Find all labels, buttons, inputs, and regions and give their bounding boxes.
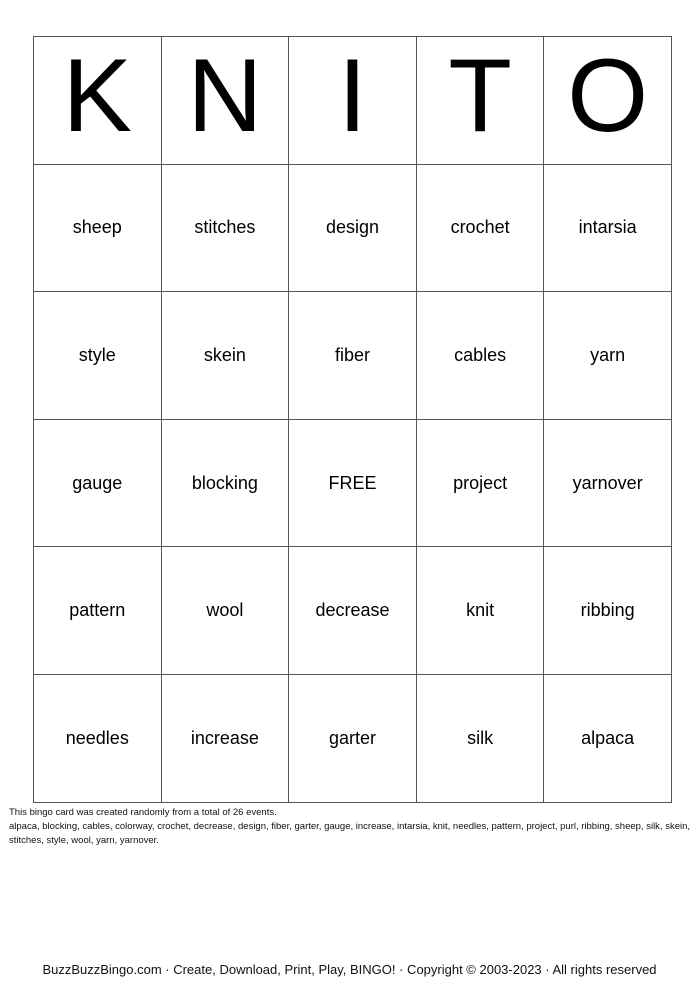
card-row (34, 674, 672, 802)
header-row (34, 37, 672, 165)
header-letter-text: I (338, 38, 367, 155)
header-letter-text: O (567, 38, 649, 155)
bingo-cell: needles (34, 674, 162, 802)
card-row (34, 292, 672, 420)
bingo-cell: knit (416, 547, 544, 675)
bingo-cell: ribbing (544, 547, 672, 675)
card-info (9, 806, 691, 848)
bingo-cell: blocking (161, 419, 289, 547)
bingo-cell: stitches (161, 164, 289, 292)
card-row (34, 164, 672, 292)
header-letter-text: K (62, 38, 132, 155)
bingo-cell: yarnover (544, 419, 672, 547)
bingo-cell: silk (416, 674, 544, 802)
bingo-cell: wool (161, 547, 289, 675)
bingo-cell: pattern (34, 547, 162, 675)
card-row (34, 547, 672, 675)
bingo-cell: decrease (289, 547, 417, 675)
bingo-cell: skein (161, 292, 289, 420)
bingo-cell: yarn (544, 292, 672, 420)
bingo-cell: intarsia (544, 164, 672, 292)
free-space-cell: FREE (289, 419, 417, 547)
bingo-cell: alpaca (544, 674, 672, 802)
card-summary: This bingo card was created randomly from a total of 26 events. (9, 807, 277, 818)
bingo-cell: increase (161, 674, 289, 802)
header-letter-text: T (448, 38, 512, 155)
bingo-cell: cables (416, 292, 544, 420)
bingo-cell: style (34, 292, 162, 420)
bingo-cell: project (416, 419, 544, 547)
header-letter (416, 37, 544, 165)
bingo-card (33, 36, 672, 803)
footer-copyright: BuzzBuzzBingo.com · Create, Download, Print, Play, BINGO! · Copyright © 2003-2023 · All rights reserved (42, 962, 657, 977)
header-letter (544, 37, 672, 165)
bingo-cell: sheep (34, 164, 162, 292)
header-letter-text: N (187, 38, 263, 155)
card-row (34, 419, 672, 547)
header-letter (161, 37, 289, 165)
header-letter (289, 37, 417, 165)
word-list: alpaca, blocking, cables, colorway, crochet, decrease, design, fiber, garter, gauge, increase, intarsia, knit, needles, pattern, project, purl, ribbing, sheep, silk, skein, stitches, style, wool, yarn, yarnover. (9, 821, 691, 846)
bingo-cell: crochet (416, 164, 544, 292)
header-letter (34, 37, 162, 165)
bingo-cell: gauge (34, 419, 162, 547)
bingo-cell: design (289, 164, 417, 292)
bingo-cell: garter (289, 674, 417, 802)
bingo-cell: fiber (289, 292, 417, 420)
